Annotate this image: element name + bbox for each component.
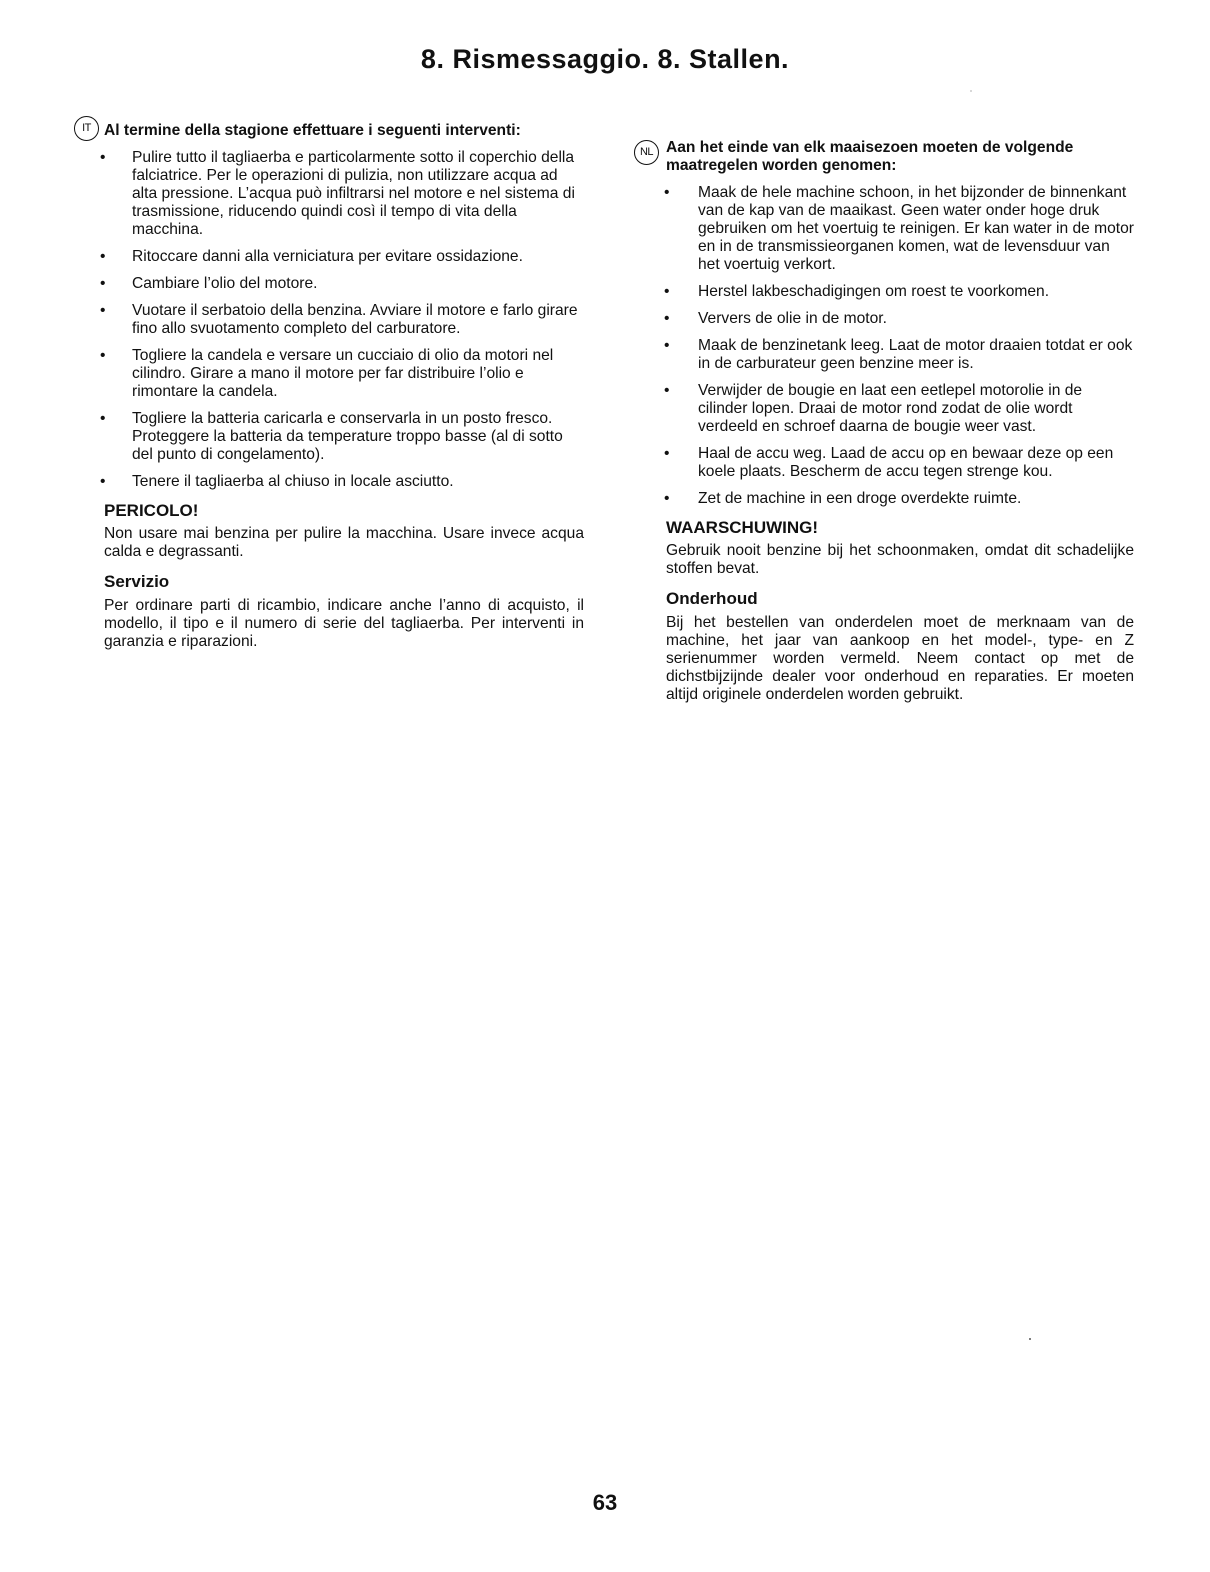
list-item: • Maak de hele machine schoon, in het bijzonder de binnenkant van de kap van de maaikast. Geen water onder hoge druk gebruiken om het voertuig te reinigen. Er kan water in de motor en in de transmissieorganen komen, wat de levensduur van het voertuig verkort. <box>664 184 1134 273</box>
bullet-icon: • <box>100 410 106 427</box>
dutch-intro <box>634 139 1134 175</box>
list-item: • Togliere la batteria caricarla e conservarla in un posto fresco. Proteggere la batteria da temperature troppo basse (al di sotto del punto di congelamento). <box>100 410 563 463</box>
bullet-icon: • <box>100 473 106 490</box>
dutch-warning-text: Gebruik nooit benzine bij het schoonmaken, omdat dit schadelijke stoffen bevat. <box>666 542 1134 577</box>
bullet-icon: • <box>664 445 670 462</box>
italian-intro <box>76 122 584 140</box>
dutch-task-list <box>634 184 1134 508</box>
bullet-icon: • <box>664 337 670 354</box>
bullet-icon: • <box>664 490 670 507</box>
list-item: • Ververs de olie in de motor. <box>664 310 887 327</box>
bullet-icon: • <box>100 347 106 364</box>
list-item: • Ritoccare danni alla verniciatura per evitare ossidazione. <box>100 248 523 265</box>
dutch-intro-text: Aan het einde van elk maaisezoen moeten de volgende maatregelen worden genomen: <box>666 139 1074 174</box>
italian-warning-heading: PERICOLO! <box>104 501 199 520</box>
italian-column <box>76 122 584 651</box>
list-item: • Herstel lakbeschadigingen om roest te voorkomen. <box>664 283 1050 300</box>
italian-intro-text: Al termine della stagione effettuare i seguenti interventi: <box>104 122 521 139</box>
list-item: • Cambiare l’olio del motore. <box>100 275 318 292</box>
list-item: • Tenere il tagliaerba al chiuso in locale asciutto. <box>100 473 454 490</box>
italian-service-heading: Servizio <box>104 572 170 591</box>
bullet-icon: • <box>100 275 106 292</box>
list-item: • Zet de machine in een droge overdekte ruimte. <box>664 490 1022 507</box>
language-badge-nl: NL <box>634 140 659 165</box>
bullet-icon: • <box>664 382 670 399</box>
list-item: • Vuotare il serbatoio della benzina. Avviare il motore e farlo girare fino allo svuotamento completo del carburatore. <box>100 302 578 337</box>
bullet-icon: • <box>100 149 106 166</box>
bullet-icon: • <box>664 283 670 300</box>
italian-task-list <box>76 149 584 491</box>
dutch-column <box>634 122 1134 704</box>
dutch-service-heading: Onderhoud <box>666 589 758 608</box>
page-title: 8. Rismessaggio. 8. Stallen. <box>420 44 790 74</box>
scan-speck <box>1029 1338 1031 1340</box>
list-item: • Togliere la candela e versare un cucciaio di olio da motori nel cilindro. Girare a mano il motore per far distribuire l’olio e rimontare la candela. <box>100 347 554 400</box>
bullet-icon: • <box>664 310 670 327</box>
page-number: 63 <box>592 1490 618 1515</box>
dutch-warning-heading: WAARSCHUWING! <box>666 518 819 537</box>
italian-warning-text: Non usare mai benzina per pulire la macchina. Usare invece acqua calda e degrassanti. <box>104 525 584 560</box>
list-item: • Maak de benzinetank leeg. Laat de motor draaien totdat er ook in de carburateur geen benzine meer is. <box>664 337 1133 372</box>
list-item: • Haal de accu weg. Laad de accu op en bewaar deze op een koele plaats. Bescherm de accu tegen strenge kou. <box>664 445 1114 480</box>
bullet-icon: • <box>100 248 106 265</box>
dutch-service-text: Bij het bestellen van onderdelen moet de merknaam van de machine, het jaar van aankoop en het model-, type- en Z serienummer worden vermeld. Neem contact op met de dichstbijzijnde dealer voor onderhoud en reparaties. Er moeten altijd originele onderdelen worden gebruikt. <box>666 614 1134 703</box>
italian-service-text: Per ordinare parti di ricambio, indicare anche l’anno di acquisto, il modello, il tipo e il numero di serie del tagliaerba. Per interventi in garanzia e riparazioni. <box>104 597 584 650</box>
list-item: • Pulire tutto il tagliaerba e particolarmente sotto il coperchio della falciatrice. Per le operazioni di pulizia, non utilizzare acqua ad alta pressione. L’acqua può infiltrarsi nel motore e nel sistema di trasmissione, riducendo quindi così il tempo di vita della macchina. <box>100 149 575 238</box>
language-badge-it: IT <box>74 116 99 141</box>
scan-speck <box>970 90 972 92</box>
bullet-icon: • <box>664 184 670 201</box>
list-item: • Verwijder de bougie en laat een eetlepel motorolie in de cilinder lopen. Draai de motor rond zodat de olie wordt verdeeld en schroef daarna de bougie weer vast. <box>664 382 1083 435</box>
bullet-icon: • <box>100 302 106 319</box>
